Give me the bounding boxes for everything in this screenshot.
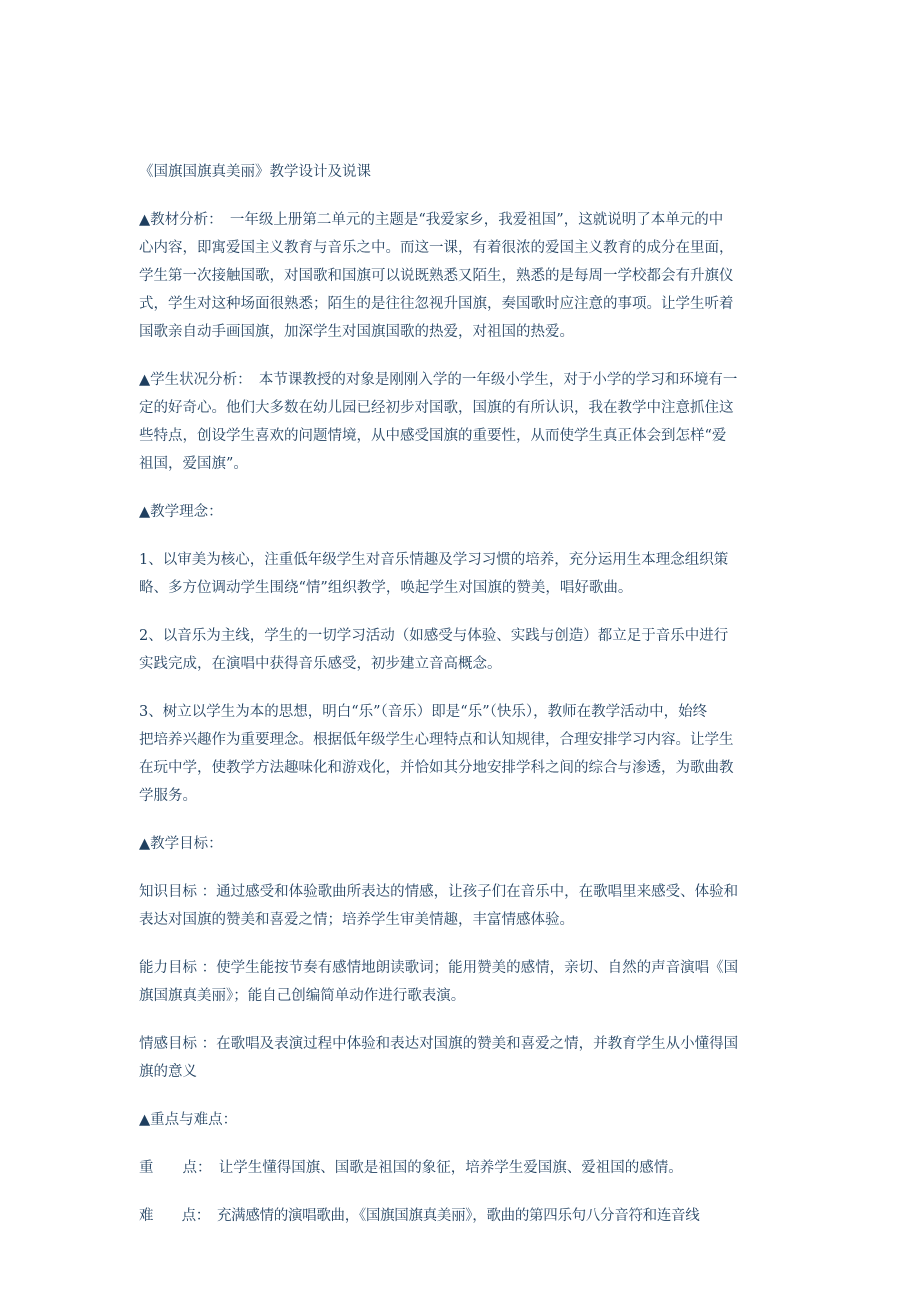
- text-line: 实践完成，在演唱中获得音乐感受，初步建立音高概念。: [139, 656, 502, 672]
- text-line: 定的好奇心。他们大多数在幼儿园已经初步对国歌，国旗的有所认识，我在教学中注意抓住这: [139, 400, 734, 416]
- text-line: 旗国旗真美丽》；能自己创编简单动作进行歌表演。: [139, 988, 466, 1004]
- text-line: 知识目标 ：通过感受和体验歌曲所表达的情感，让孩子们在音乐中，在歌唱里来感受、体验和: [139, 884, 739, 900]
- key-point: 重 点： 让学生懂得国旗、国歌是祖国的象征，培养学生爱国旗、爱祖国的感情。: [139, 1160, 683, 1176]
- text-line: 情感目标 ：在歌唱及表演过程中体验和表达对国旗的赞美和喜爱之情，并教育学生从小懂得国: [139, 1036, 739, 1052]
- keypoints-heading: ▲重点与难点：: [139, 1112, 238, 1128]
- goals-heading: ▲教学目标：: [139, 836, 223, 852]
- difficult-point: 难 点： 充满感情的演唱歌曲，《国旗国旗真美丽》，歌曲的第四乐句八分音符和连音线: [139, 1208, 700, 1224]
- ability-goal: [139, 954, 784, 1010]
- text-line: 1、以审美为核心，注重低年级学生对音乐情趣及学习习惯的培养，充分运用生本理念组织策: [139, 552, 729, 568]
- philosophy-item-3: [139, 698, 784, 810]
- text-line: 国歌亲自动手画国旗，加深学生对国旗国歌的热爱，对祖国的热爱。: [139, 324, 574, 340]
- text-line: 在玩中学，使教学方法趣味化和游戏化，并恰如其分地安排学科之间的综合与渗透，为歌曲教: [139, 760, 734, 776]
- text-line: 表达对国旗的赞美和喜爱之情；培养学生审美情趣，丰富情感体验。: [139, 912, 574, 928]
- material-analysis-paragraph: [139, 206, 784, 346]
- text-line: 能力目标 ：使学生能按节奏有感情地朗读歌词；能用赞美的感情，亲切、自然的声音演唱《国: [139, 960, 739, 976]
- philosophy-item-2: [139, 622, 784, 678]
- document-body: [139, 158, 784, 1250]
- text-line: 式，学生对这种场面很熟悉；陌生的是往往忽视升国旗，奏国歌时应注意的事项。让学生听着: [139, 296, 734, 312]
- text-line: 祖国，爱国旗”。: [139, 456, 248, 472]
- text-line: 些特点，创设学生喜欢的问题情境，从中感受国旗的重要性，从而使学生真正体会到怎样“爱: [139, 428, 727, 444]
- text-line: ▲学生状况分析： 本节课教授的对象是刚刚入学的一年级小学生，对于小学的学习和环境有一: [139, 372, 738, 388]
- philosophy-item-1: [139, 546, 784, 602]
- philosophy-heading: ▲教学理念：: [139, 504, 223, 520]
- text-line: 2、以音乐为主线，学生的一切学习活动（如感受与体验、实践与创造）都立足于音乐中进行: [139, 628, 729, 644]
- text-line: 心内容，即寓爱国主义教育与音乐之中。而这一课，有着很浓的爱国主义教育的成分在里面，: [139, 240, 734, 256]
- text-line: 学服务。: [139, 788, 197, 804]
- text-line: 3、树立以学生为本的思想，明白“乐”（音乐）即是“乐”（快乐），教师在教学活动中，始终: [139, 704, 708, 720]
- text-line: 学生第一次接触国歌，对国歌和国旗可以说既熟悉又陌生，熟悉的是每周一学校都会有升旗仪: [139, 268, 734, 284]
- text-line: 略、多方位调动学生围绕“情”组织教学，唤起学生对国旗的赞美，唱好歌曲。: [139, 580, 633, 596]
- student-analysis-paragraph: [139, 366, 784, 478]
- emotion-goal: [139, 1030, 784, 1086]
- text-line: 旗的意义: [139, 1064, 197, 1080]
- text-line: ▲教材分析： 一年级上册第二单元的主题是“我爱家乡，我爱祖国”，这就说明了本单元的中: [139, 212, 724, 228]
- knowledge-goal: [139, 878, 784, 934]
- text-line: 把培养兴趣作为重要理念。根据低年级学生心理特点和认知规律，合理安排学习内容。让学生: [139, 732, 734, 748]
- document-title: 《国旗国旗真美丽》教学设计及说课: [139, 164, 371, 180]
